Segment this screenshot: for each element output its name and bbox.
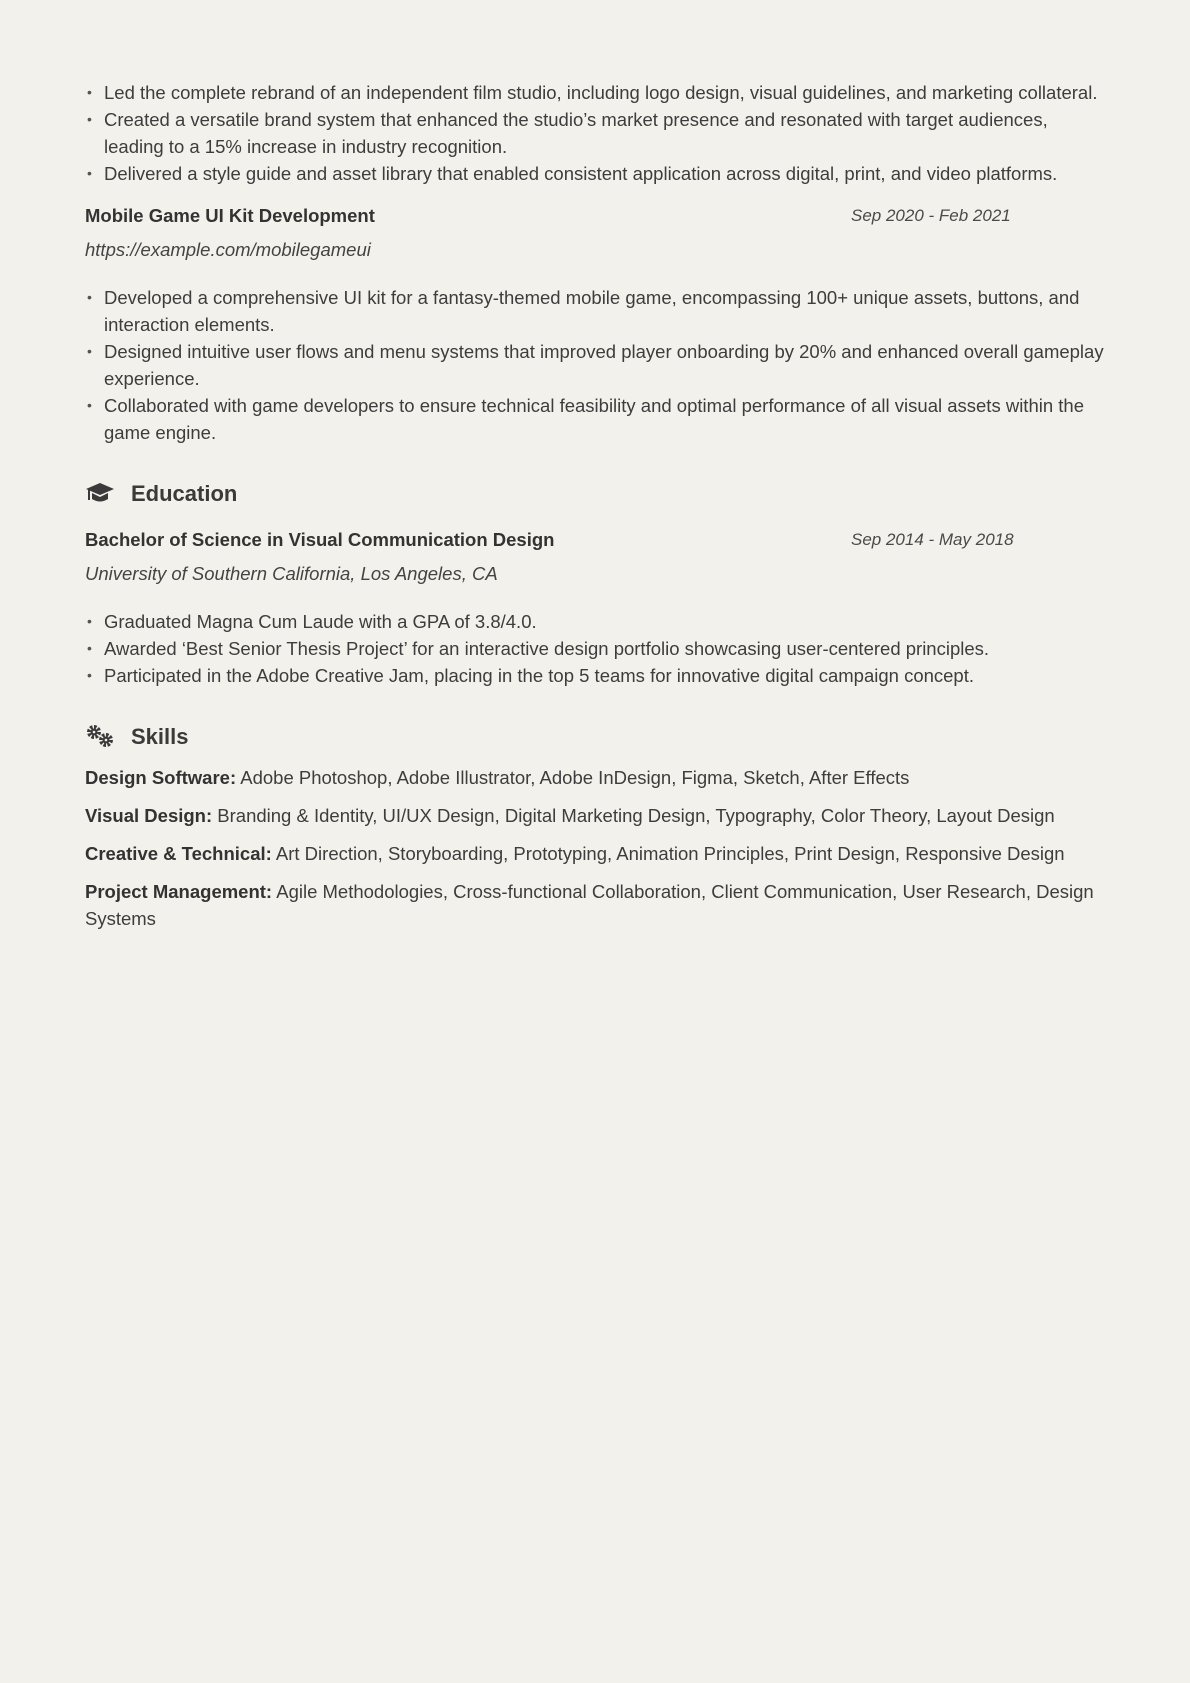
section-title: Skills (131, 723, 189, 749)
list-item: • Created a versatile brand system that enhanced the studio’s market presence and resonated with target audiences, leading to a 15% increase in industry recognition. (104, 106, 1105, 160)
project-link[interactable]: https://example.com/mobilegameui (85, 239, 371, 260)
graduation-cap-icon (85, 481, 115, 505)
project-bullets (85, 79, 1105, 187)
skill-label: Visual Design: (85, 805, 213, 826)
skill-label: Project Management: (85, 881, 273, 902)
list-item: • Developed a comprehensive UI kit for a fantasy-themed mobile game, encompassing 100+ unique assets, buttons, and interaction elements. (104, 284, 1105, 338)
skills-list (85, 764, 1105, 932)
list-item: • Participated in the Adobe Creative Jam, placing in the top 5 teams for innovative digital campaign concept. (104, 662, 1105, 689)
list-item: • Collaborated with game developers to ensure technical feasibility and optimal performance of all visual assets within the game engine. (104, 392, 1105, 446)
gears-icon (85, 724, 115, 748)
degree-title: Bachelor of Science in Visual Communication Design (85, 529, 555, 550)
project-title: Mobile Game UI Kit Development (85, 205, 375, 226)
skills-section-header (85, 719, 1105, 753)
skill-row (85, 764, 1105, 791)
skill-value: Art Direction, Storyboarding, Prototyping, Animation Principles, Print Design, Responsive Design (275, 843, 1065, 864)
education-header (85, 526, 1105, 553)
education-section-header (85, 476, 1105, 510)
skill-value: Branding & Identity, UI/UX Design, Digital Marketing Design, Typography, Color Theory, Layout Design (217, 805, 1055, 826)
education-date: Sep 2014 - May 2018 (851, 530, 1014, 549)
skill-label: Creative & Technical: (85, 843, 272, 864)
list-item: • Graduated Magna Cum Laude with a GPA of 3.8/4.0. (104, 608, 1105, 635)
section-title: Education (131, 480, 238, 506)
skill-row (85, 878, 1105, 932)
skill-row (85, 802, 1105, 829)
skill-value: Agile Methodologies, Cross-functional Collaboration, Client Communication, User Research, Design Systems (85, 881, 1094, 929)
list-item: • Delivered a style guide and asset library that enabled consistent application across digital, print, and video platforms. (104, 160, 1105, 187)
skill-value: Adobe Photoshop, Adobe Illustrator, Adobe InDesign, Figma, Sketch, After Effects (240, 767, 910, 788)
list-item: • Awarded ‘Best Senior Thesis Project’ for an interactive design portfolio showcasing user-centered principles. (104, 635, 1105, 662)
skill-label: Design Software: (85, 767, 237, 788)
education-bullets (85, 608, 1105, 689)
skill-row (85, 840, 1105, 867)
school-name: University of Southern California, Los Angeles, CA (85, 563, 498, 584)
list-item: • Led the complete rebrand of an independent film studio, including logo design, visual guidelines, and marketing collateral. (104, 79, 1105, 106)
project-date: Sep 2020 - Feb 2021 (851, 206, 1011, 225)
resume-page (85, 79, 1105, 932)
project-bullets (85, 284, 1105, 446)
list-item: • Designed intuitive user flows and menu systems that improved player onboarding by 20% and enhanced overall gameplay experience. (104, 338, 1105, 392)
project-header (85, 202, 1105, 229)
